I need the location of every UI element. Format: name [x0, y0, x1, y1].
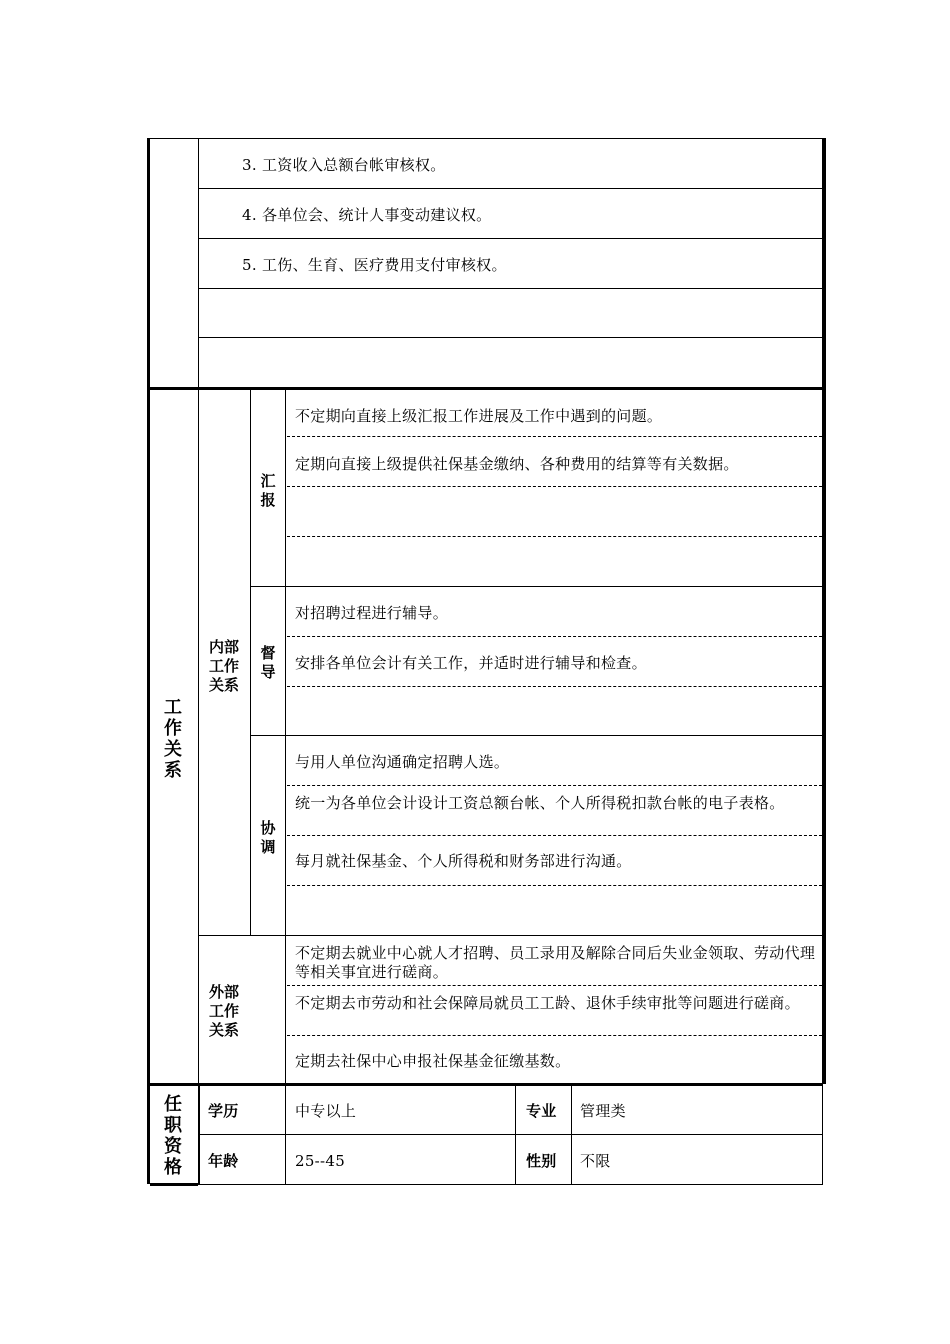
report-item-1: 不定期向直接上级汇报工作进展及工作中遇到的问题。: [295, 407, 663, 425]
age-value: 25--45: [295, 1152, 346, 1170]
supervise-item-1: 对招聘过程进行辅导。: [295, 604, 449, 622]
internal-external-divider: [198, 935, 822, 936]
supervise-dash-1: [287, 636, 822, 637]
qualification-right-border: [822, 1084, 823, 1185]
authority-row-line-1: [198, 188, 822, 189]
coordinate-label: 协调: [260, 819, 276, 856]
report-dash-1: [287, 436, 822, 437]
outer-left-border: [147, 138, 150, 1184]
report-item-2: 定期向直接上级提供社保基金缴纳、各种费用的结算等有关数据。: [295, 455, 739, 473]
age-label: 年龄: [208, 1152, 239, 1170]
coordinate-dash-2: [287, 835, 822, 836]
qualification-col-2: [515, 1084, 516, 1185]
external-item-1: 不定期去就业中心就人才招聘、员工录用及解除合同后失业金领取、劳动代理等相关事宜进行磋商。: [295, 944, 816, 981]
coordinate-item-1: 与用人单位沟通确定招聘人选。: [295, 753, 510, 771]
coordinate-dash-1: [287, 785, 822, 786]
authority-item-5: 5. 工伤、生育、医疗费用支付审核权。: [242, 256, 507, 274]
authority-row-line-3: [198, 288, 822, 289]
major-value: 管理类: [580, 1102, 626, 1120]
authority-col-divider: [198, 138, 199, 387]
top-border: [147, 138, 826, 139]
qualification-title: 任职资格: [164, 1094, 182, 1178]
supervise-label: 督导: [260, 644, 276, 681]
outer-right-border: [822, 138, 826, 1084]
report-label: 汇报: [260, 472, 276, 509]
qualification-title-bottom: [150, 1183, 198, 1186]
supervise-dash-2: [287, 686, 822, 687]
report-dash-2: [287, 486, 822, 487]
qualification-row-divider: [199, 1134, 822, 1135]
report-supervise-divider: [250, 586, 822, 587]
sub-label-col-divider: [285, 390, 286, 1084]
relations-title: 工作关系: [164, 697, 182, 781]
coordinate-item-3: 每月就社保基金、个人所得税和财务部进行沟通。: [295, 852, 632, 870]
external-item-2: 不定期去市劳动和社会保障局就员工工龄、退休手续审批等问题进行磋商。: [295, 994, 800, 1012]
relations-col-divider: [198, 390, 199, 1084]
major-label: 专业: [526, 1102, 557, 1120]
qualification-col-1: [285, 1084, 286, 1185]
gender-label: 性别: [526, 1152, 557, 1170]
education-label: 学历: [208, 1102, 239, 1120]
coordinate-dash-3: [287, 885, 822, 886]
external-item-3: 定期去社保中心申报社保基金征缴基数。: [295, 1052, 571, 1070]
external-dash-1: [287, 985, 822, 986]
authority-item-3: 3. 工资收入总额台帐审核权。: [242, 156, 446, 174]
section-divider-thick: [150, 387, 824, 390]
external-relations-title: 外部工作关系: [208, 983, 239, 1039]
coordinate-item-2: 统一为各单位会计设计工资总额台帐、个人所得税扣款台帐的电子表格。: [295, 794, 785, 812]
external-dash-2: [287, 1035, 822, 1036]
authority-row-line-4: [198, 337, 822, 338]
gender-value: 不限: [580, 1152, 611, 1170]
qualification-col-3: [571, 1084, 572, 1185]
authority-item-4: 4. 各单位会、统计人事变动建议权。: [242, 206, 492, 224]
authority-row-line-2: [198, 238, 822, 239]
qualification-bottom-border: [199, 1184, 823, 1185]
internal-col-divider: [250, 390, 251, 936]
internal-relations-title: 内部工作关系: [208, 638, 239, 694]
supervise-item-2: 安排各单位会计有关工作，并适时进行辅导和检查。: [295, 654, 647, 672]
qualification-top-border: [150, 1083, 822, 1086]
education-value: 中专以上: [295, 1102, 357, 1120]
supervise-coordinate-divider: [250, 735, 822, 736]
report-dash-3: [287, 536, 822, 537]
